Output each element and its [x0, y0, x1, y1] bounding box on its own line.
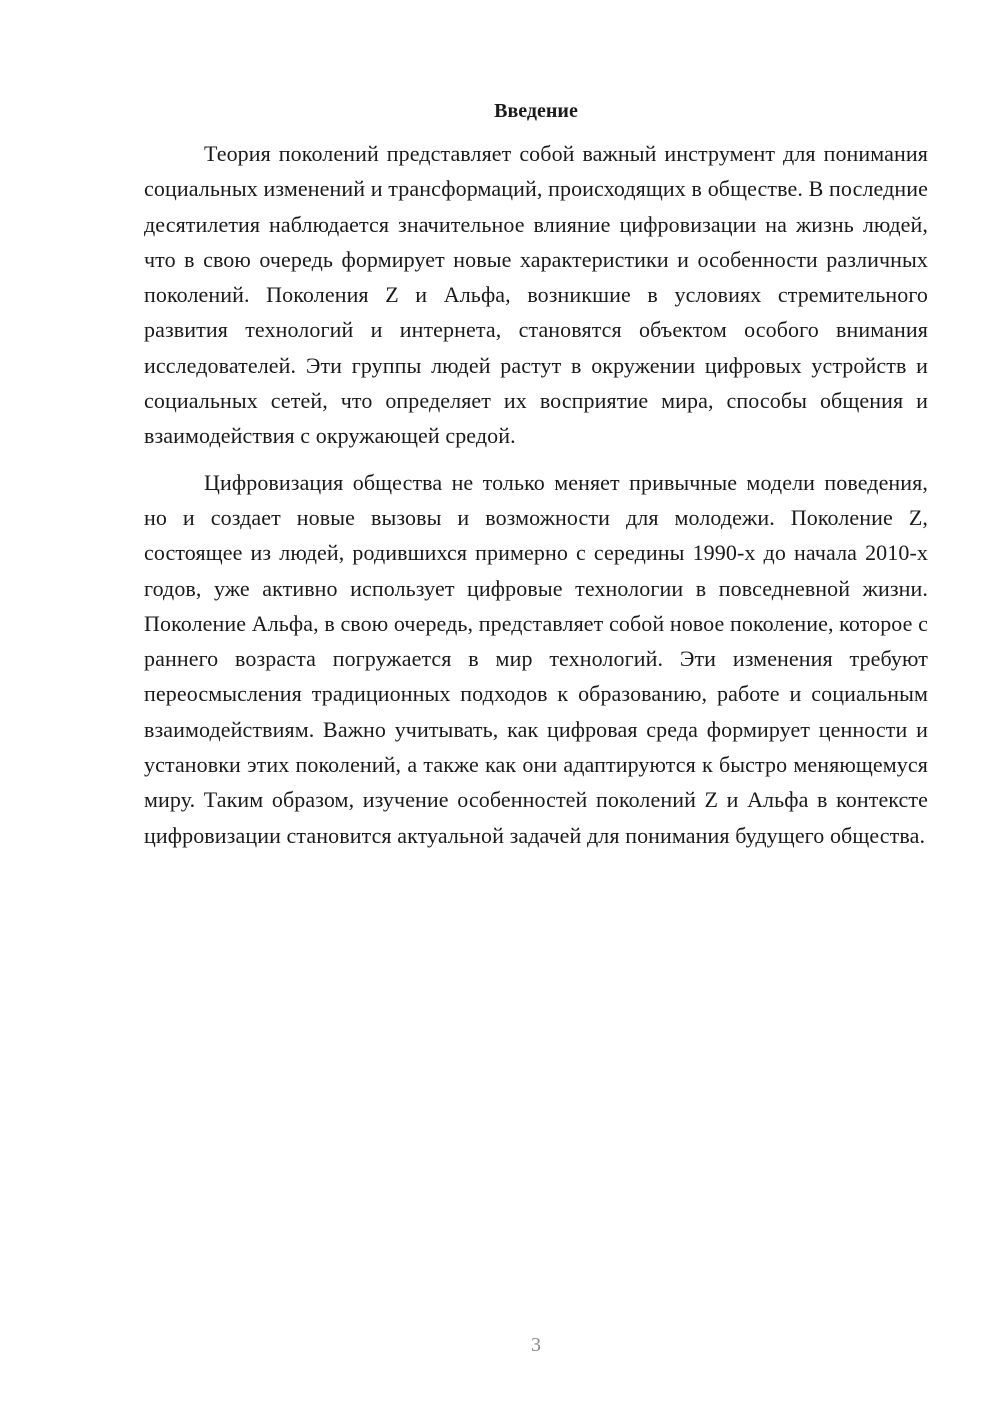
page-number: 3	[531, 1334, 541, 1356]
page-content	[144, 96, 928, 853]
paragraph-2: Цифровизация общества не только меняет привычные модели поведения, но и создает новые вызовы и возможности для молодежи. Поколение Z, состоящее из людей, родившихся примерно с середины 1990-х до начала 2010-х годов, уже активно использует цифровые технологии в повседневной жизни. Поколение Альфа, в свою очередь, представляет собой новое поколение, которое с раннего возраста погружается в мир технологий. Эти изменения требуют переосмысления традиционных подходов к образованию, работе и социальным взаимодействиям. Важно учитывать, как цифровая среда формирует ценности и установки этих поколений, а также как они адаптируются к быстро меняющемуся миру. Таким образом, изучение особенностей поколений Z и Альфа в контексте цифровизации становится актуальной задачей для понимания будущего общества.	[144, 469, 928, 848]
section-title: Введение	[494, 100, 578, 122]
paragraph-1: Теория поколений представляет собой важный инструмент для понимания социальных изменений и трансформаций, происходящих в обществе. В последние десятилетия наблюдается значительное влияние цифровизации на жизнь людей, что в свою очередь формирует новые характеристики и особенности различных поколений. Поколения Z и Альфа, возникшие в условиях стремительного развития технологий и интернета, становятся объектом особого внимания исследователей. Эти группы людей растут в окружении цифровых устройств и социальных сетей, что определяет их восприятие мира, способы общения и взаимодействия с окружающей средой.	[144, 141, 928, 449]
